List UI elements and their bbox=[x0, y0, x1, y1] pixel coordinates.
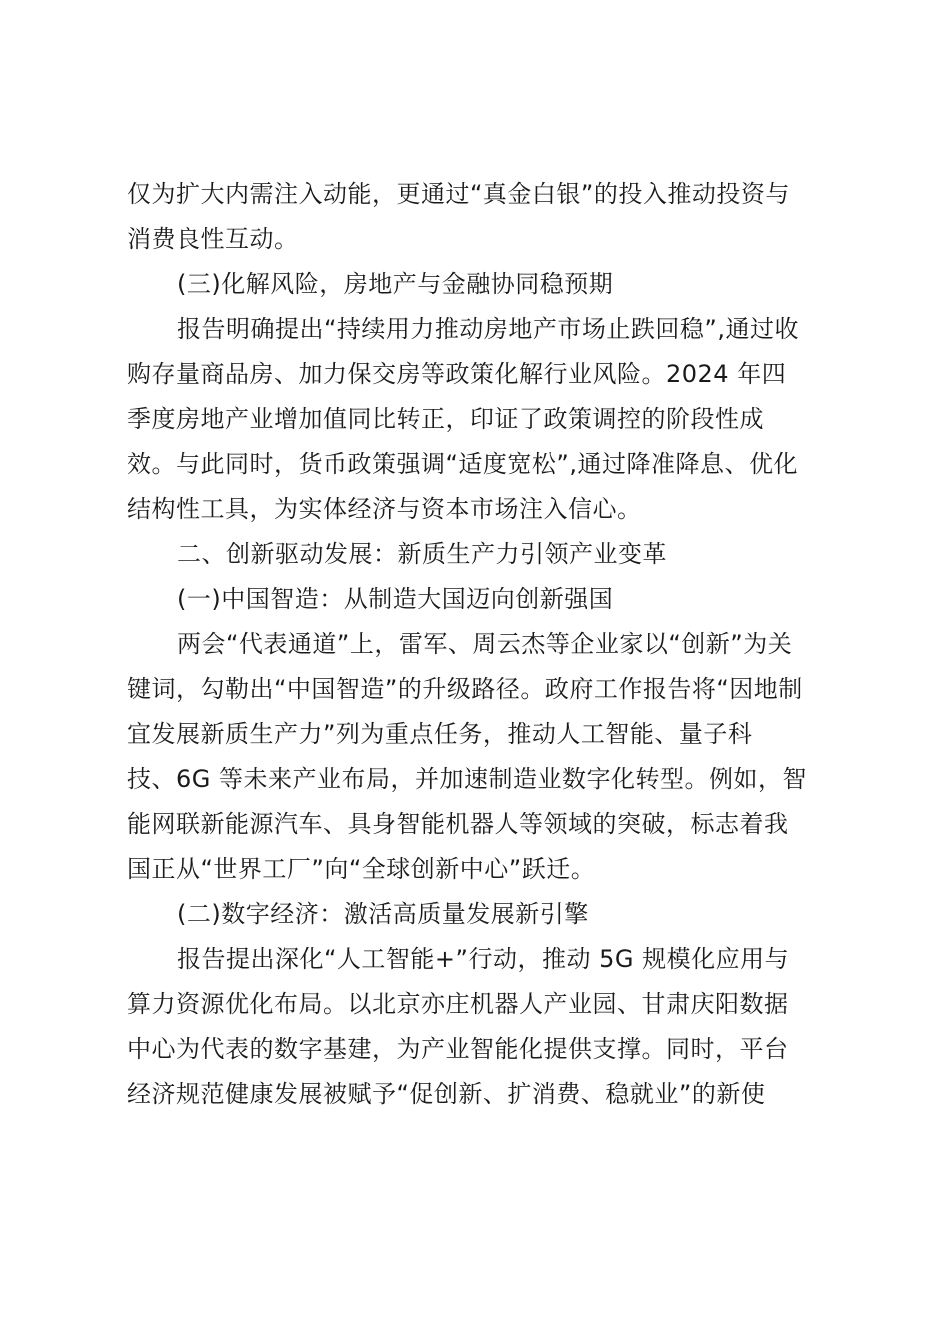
text-line: 季度房地产业增加值同比转正，印证了政策调控的阶段性成 bbox=[127, 405, 764, 433]
text-line: 经济规范健康发展被赋予“促创新、扩消费、稳就业”的新使 bbox=[127, 1080, 766, 1108]
text-line: 仅为扩大内需注入动能，更通过“真金白银”的投入推动投资与 bbox=[127, 180, 790, 208]
text-line: 报告提出深化“人工智能+”行动，推动 5G 规模化应用与 bbox=[177, 945, 790, 973]
chapter-heading: 二、创新驱动发展：新质生产力引领产业变革 bbox=[177, 540, 667, 568]
section-heading: (三)化解风险，房地产与金融协同稳预期 bbox=[177, 270, 614, 298]
document-body bbox=[127, 172, 827, 1117]
text-line: 中心为代表的数字基建，为产业智能化提供支撑。同时，平台 bbox=[127, 1035, 789, 1063]
text-line: 算力资源优化布局。以北京亦庄机器人产业园、甘肃庆阳数据 bbox=[127, 990, 789, 1018]
section-heading: (一)中国智造：从制造大国迈向创新强国 bbox=[177, 585, 614, 613]
text-line: 国正从“世界工厂”向“全球创新中心”跃迁。 bbox=[127, 855, 596, 883]
text-line: 消费良性互动。 bbox=[127, 225, 299, 253]
text-line: 结构性工具，为实体经济与资本市场注入信心。 bbox=[127, 495, 642, 523]
text-line: 键词，勾勒出“中国智造”的升级路径。政府工作报告将“因地制 bbox=[127, 675, 803, 703]
text-line: 技、6G 等未来产业布局，并加速制造业数字化转型。例如，智 bbox=[127, 765, 807, 793]
section-heading: (二)数字经济：激活高质量发展新引擎 bbox=[177, 900, 589, 928]
text-line: 能网联新能源汽车、具身智能机器人等领域的突破，标志着我 bbox=[127, 810, 789, 838]
text-line: 报告明确提出“持续用力推动房地产市场止跌回稳”,通过收 bbox=[177, 315, 799, 343]
text-line: 宜发展新质生产力”列为重点任务，推动人工智能、量子科 bbox=[127, 720, 753, 748]
text-line: 购存量商品房、加力保交房等政策化解行业风险。2024 年四 bbox=[127, 360, 787, 388]
text-line: 效。与此同时，货币政策强调“适度宽松”,通过降准降息、优化 bbox=[127, 450, 798, 478]
text-line: 两会“代表通道”上，雷军、周云杰等企业家以“创新”为关 bbox=[177, 630, 793, 658]
